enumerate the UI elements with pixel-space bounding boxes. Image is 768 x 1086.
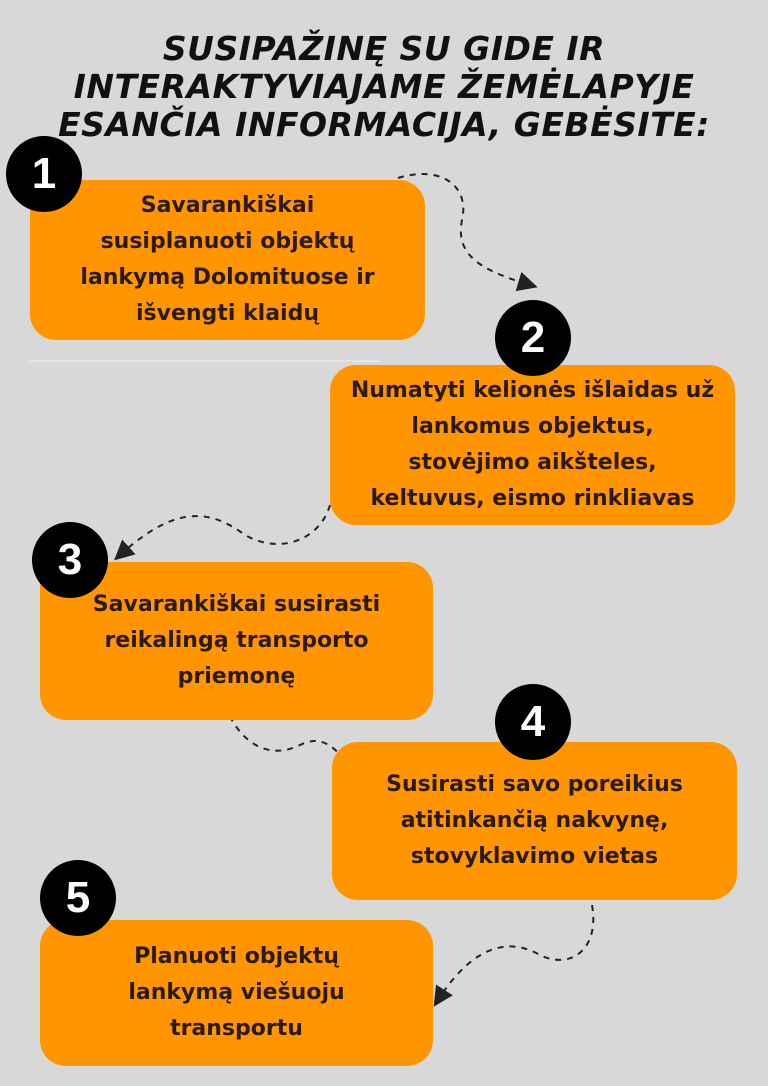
step-2-badge: 2	[495, 300, 571, 376]
step-5-text: Planuoti objektų lankymą viešuoju transportu	[128, 944, 345, 1041]
step-5-badge: 5	[40, 860, 116, 936]
arrow-2-to-3	[120, 505, 330, 555]
title-line-1: SUSIPAŽINĘ SU GIDE IR	[162, 29, 606, 68]
title-line-2: INTERAKTYVIAJAME ŽEMĖLAPYJE	[73, 67, 695, 106]
step-5-box	[40, 920, 433, 1066]
title-line-3: ESANČIA INFORMACIJA, GEBĖSITE:	[58, 105, 710, 144]
step-2-text: Numatyti kelionės išlaidas už lankomus objektus, stovėjimo aikšteles, keltuvus, eismo rinkliavas	[350, 378, 715, 511]
step-1-badge: 1	[6, 136, 82, 212]
arrow-4-to-5	[438, 905, 593, 1000]
step-4-badge: 4	[495, 684, 571, 760]
step-3-badge: 3	[32, 522, 108, 598]
step-4-box	[332, 742, 737, 900]
step-4-text: Susirasti savo poreikius atitinkančią nakvynę, stovyklavimo vietas	[386, 772, 683, 869]
step-3-box	[40, 562, 433, 720]
page-title	[0, 30, 768, 144]
step-2-box	[330, 365, 735, 525]
step-1-box	[30, 180, 425, 340]
ghost-divider	[30, 360, 380, 362]
step-3-text: Savarankiškai susirasti reikalingą transporto priemonę	[92, 592, 381, 689]
step-1-text: Savarankiškai susiplanuoti objektų lankymą Dolomituose ir išvengti klaidų	[80, 193, 375, 326]
